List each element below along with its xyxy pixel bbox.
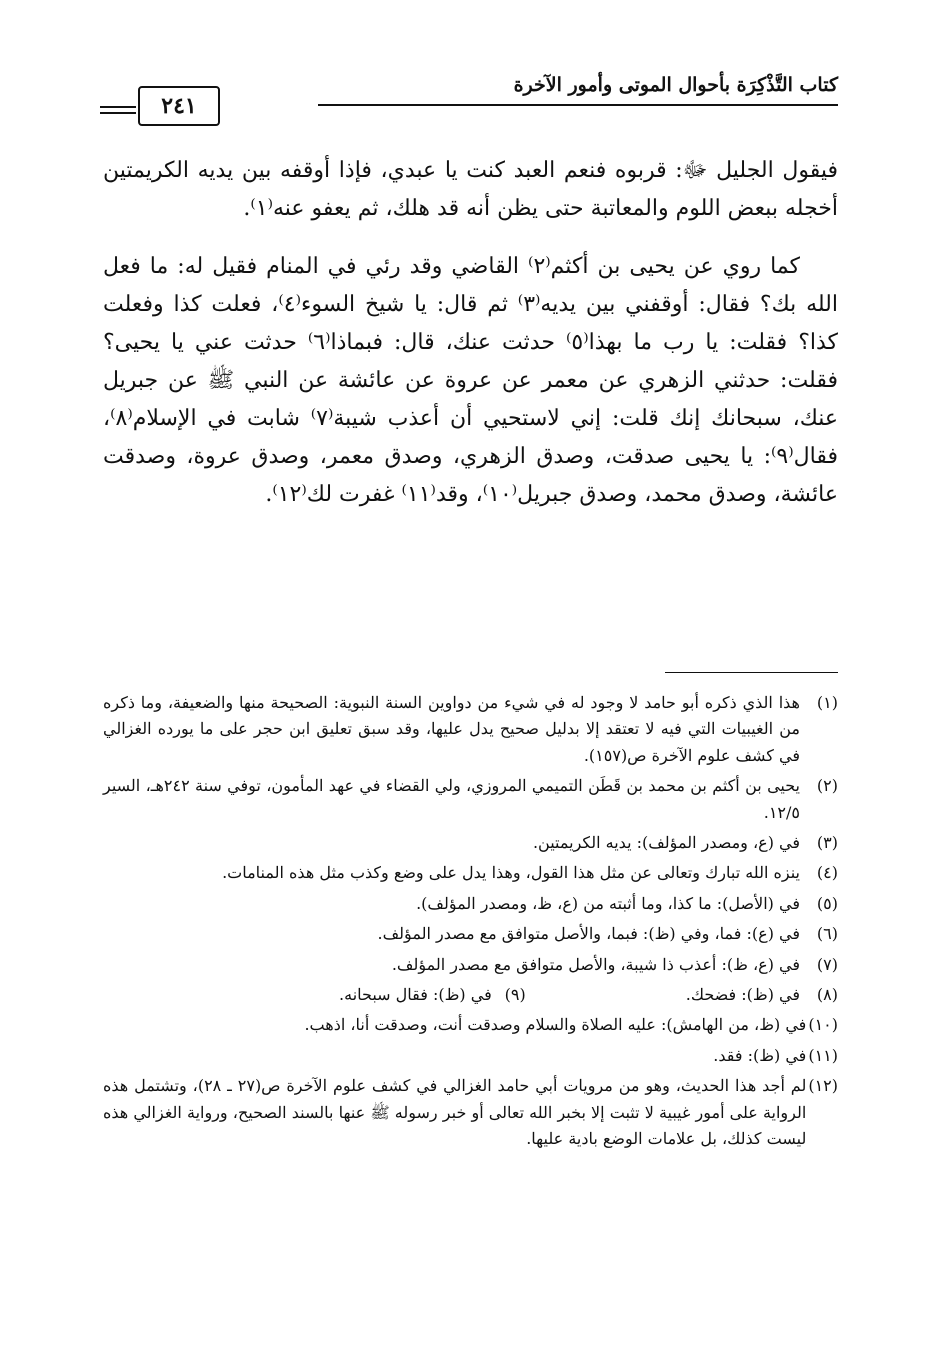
footnote-3 [103,830,838,856]
footnote-7 [103,952,838,978]
footnote-number: (١١) [808,1045,838,1065]
footnote-text: هذا الذي ذكره أبو حامد لا وجود له في شيء من دواوين السنة النبوية: الصحيحة منها والضعيفة، وما ذكره من الغيبيات التي فيه لا تعتقد إلا بدليل صحيح يدل عليها، وقد سبق تعليق ابن حجر على ما يورده الغزالي في كشف علوم الآخرة ص(١٥٧). [103,693,801,765]
paragraph-2: كما روي عن يحيى بن أكثم⁽٢⁾ القاضي وقد رئي في المنام فقيل له: ما فعل الله بك؟ فقال: أوقفني بين يديه⁽٣⁾ ثم قال: يا شيخ السوء⁽٤⁾، فعلت كذا وفعلت كذا؟ فقلت: يا رب ما بهذا⁽٥⁾ حدثت عنك، قال: فبماذا⁽٦⁾ حدثت عني يا يحيى؟ فقلت: حدثني الزهري عن معمر عن عروة عن عائشة عن النبي ﷺ عن جبريل عنك، سبحانك إنك قلت: إني لاستحيي أن أعذب شيبة⁽٧⁾ شابت في الإسلام⁽٨⁾، فقال⁽٩⁾: يا يحيى صدقت، وصدق الزهري، وصدق معمر، وصدق عروة، وصدقت عائشة، وصدق محمد، وصدق جبريل⁽١٠⁾، وقد⁽١١⁾ غفرت لك⁽١٢⁾. [103,254,839,507]
footnote-11 [103,1043,838,1069]
footnote-number: (٩) [504,985,526,1005]
footnote-number: (٦) [816,924,838,944]
paragraph-1: فيقول الجليل ﷻ: قربوه فنعم العبد كنت يا عبدي، فإذا أوقفه بين يديه الكريمتين أخجله ببعض اللوم والمعاتبة حتى يظن أنه قد هلك، ثم يعفو عنه⁽١⁾. [103,158,838,221]
footnote-separator [665,672,838,673]
header-rule-left-top [100,106,136,108]
footnote-text: في (الأصل): ما كذا، وما أثبته من (ع، ظ، ومصدر المؤلف). [416,893,800,913]
footnote-number: (١٠) [808,1015,838,1035]
footnote-text: في (ظ): فضحك. [685,985,800,1005]
footnote-number: (٨) [816,985,838,1005]
footnote-number: (١) [816,693,838,712]
footnote-number: (٧) [816,954,838,974]
header-rule-left-bottom [100,112,136,114]
footnote-text: في (ظ): فقال سبحانه. [339,985,492,1005]
footnote-number: (٤) [816,863,838,883]
main-text [103,152,838,534]
footnote-text: يحيى بن أكثم بن محمد بن قَطَن التميمي المروزي، ولي القضاء في عهد المأمون، توفي سنة ٢٤٢هـ، السير ١٢/٥. [103,776,801,822]
footnote-number: (٣) [816,833,838,853]
page-header [100,72,838,132]
footnote-4 [103,860,838,886]
footnote-9 [339,982,526,1008]
running-title: كتاب التَّذْكِرَة بأحوال الموتى وأمور الآخرة [513,74,838,96]
footnote-text: في (ع): فما، وفي (ظ): فبما، والأصل متوافق مع مصدر المؤلف. [377,924,800,944]
footnote-1 [103,690,838,769]
footnote-text: في (ظ): فقد. [713,1045,807,1065]
footnote-text: في (ع، ظ): أعذب ذا شيبة، والأصل متوافق مع مصدر المؤلف. [391,954,800,974]
footnote-2 [103,773,838,826]
footnote-6 [103,921,838,947]
page-number: ٢٤١ [138,86,220,126]
footnote-10 [103,1012,838,1038]
footnote-5 [103,891,838,917]
footnote-number: (٢) [816,776,838,796]
footnote-12 [103,1073,838,1152]
header-rule [318,104,838,106]
footnote-text: ينزه الله تبارك وتعالى عن مثل هذا القول، وهذا يدل على وضع وكذب مثل هذه المنامات. [222,863,800,883]
footnote-number: (١٢) [808,1076,838,1096]
footnote-8-9 [103,982,838,1008]
footnote-text: في (ظ، من الهامش): عليه الصلاة والسلام وصدقت أنت، وصدقت أنا، اذهب. [304,1015,807,1035]
footnote-8 [686,982,838,1008]
footnotes [103,690,838,1157]
footnote-text: لم أجد هذا الحديث، وهو من مرويات أبي حامد الغزالي في كشف علوم الآخرة ص(٢٧ ـ ٢٨)، وتشتمل هذه الرواية على أمور غيبية لا تثبت إلا بخبر الله تعالى أو خبر رسوله ﷺ عنها بالسند الصحيح، ورواية الغزالي هذه ليست كذلك، بل علامات الوضع بادية عليها. [103,1076,807,1149]
footnote-number: (٥) [816,893,838,913]
footnote-text: في (ع، ومصدر المؤلف): يديه الكريمتين. [532,833,800,853]
